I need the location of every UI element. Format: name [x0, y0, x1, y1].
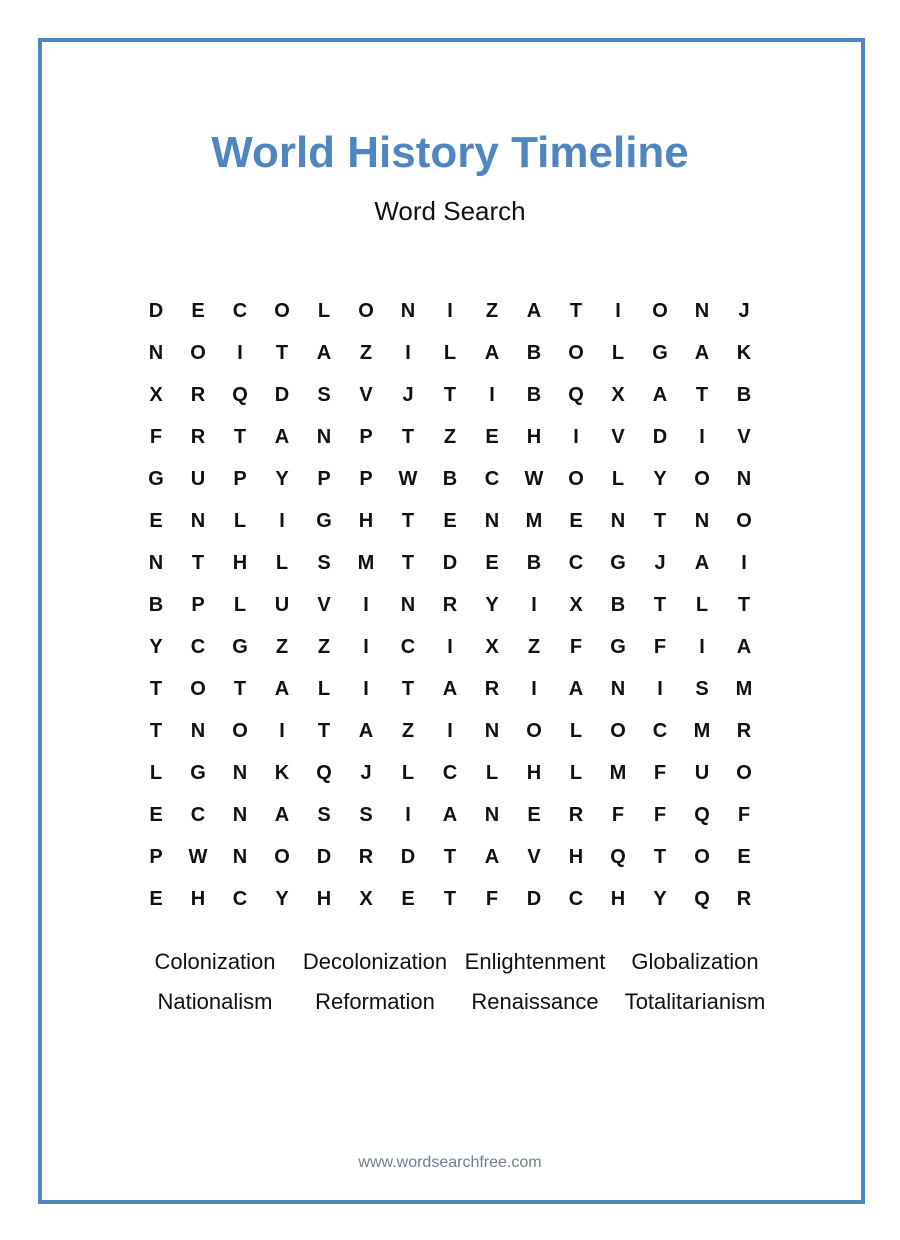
word-list-item: Nationalism [157, 989, 273, 1014]
grid-cell: Z [359, 341, 373, 364]
grid-cell: S [317, 803, 331, 826]
grid-cell: Z [401, 719, 415, 742]
grid-cell: N [232, 803, 248, 826]
grid-cell: N [694, 299, 710, 322]
grid-cell: N [694, 509, 710, 532]
grid-cell: A [316, 341, 332, 364]
grid-cell: A [274, 803, 290, 826]
grid-cell: R [190, 383, 206, 406]
grid-cell: T [443, 845, 457, 868]
grid-cell: F [569, 635, 583, 658]
grid-cell: G [652, 341, 668, 364]
grid-cell: A [442, 677, 458, 700]
grid-cell: T [149, 677, 163, 700]
grid-cell: O [190, 341, 206, 364]
grid-cell: L [443, 341, 457, 364]
grid-cell: T [233, 677, 247, 700]
grid-cell: N [148, 341, 164, 364]
grid-cell: Q [316, 761, 332, 784]
grid-cell: X [569, 593, 583, 616]
grid-cell: X [485, 635, 499, 658]
grid-cell: C [400, 635, 416, 658]
grid-cell: U [190, 467, 206, 490]
grid-cell: T [275, 341, 289, 364]
grid-cell: L [401, 761, 415, 784]
grid-cell: W [398, 467, 418, 490]
grid-cell: A [694, 341, 710, 364]
grid-cell: I [363, 635, 369, 658]
grid-cell: X [149, 383, 163, 406]
grid-cell: A [652, 383, 668, 406]
grid-cell: Z [317, 635, 331, 658]
grid-cell: N [316, 425, 332, 448]
grid-cell: M [525, 509, 543, 532]
grid-cell: N [232, 845, 248, 868]
grid-cell: H [358, 509, 374, 532]
grid-cell: Y [653, 467, 667, 490]
grid-cell: A [274, 425, 290, 448]
grid-cell: H [526, 425, 542, 448]
grid-cell: A [358, 719, 374, 742]
grid-cell: Z [275, 635, 289, 658]
grid-cell: S [359, 803, 373, 826]
grid-cell: X [611, 383, 625, 406]
grid-cell: Y [149, 635, 163, 658]
grid-cell: A [694, 551, 710, 574]
grid-cell: O [568, 467, 584, 490]
grid-cell: I [363, 593, 369, 616]
grid-cell: N [610, 509, 626, 532]
grid-cell: O [610, 719, 626, 742]
grid-cell: O [736, 509, 752, 532]
grid-cell: C [652, 719, 668, 742]
grid-cell: I [573, 425, 579, 448]
grid-cell: A [736, 635, 752, 658]
grid-cell: S [317, 551, 331, 574]
grid-cell: H [316, 887, 332, 910]
grid-cell: L [149, 761, 163, 784]
grid-cell: M [609, 761, 627, 784]
grid-cell: I [489, 383, 495, 406]
grid-cell: I [615, 299, 621, 322]
grid-cell: I [447, 299, 453, 322]
grid-cell: J [738, 299, 750, 322]
grid-cell: C [232, 887, 248, 910]
grid-cell: Y [275, 467, 289, 490]
grid-cell: D [442, 551, 458, 574]
grid-cell: E [485, 425, 499, 448]
grid-cell: P [317, 467, 331, 490]
grid-cell: I [531, 593, 537, 616]
grid-cell: D [148, 299, 164, 322]
grid-cell: U [274, 593, 290, 616]
grid-cell: B [526, 341, 542, 364]
grid-cell: D [652, 425, 668, 448]
grid-cell: R [190, 425, 206, 448]
word-list-item: Decolonization [302, 949, 448, 974]
grid-cell: N [400, 299, 416, 322]
grid-cell: T [191, 551, 205, 574]
grid-cell: F [737, 803, 751, 826]
grid-cell: V [317, 593, 331, 616]
grid-cell: H [610, 887, 626, 910]
grid-cell: A [274, 677, 290, 700]
grid-cell: N [736, 467, 752, 490]
grid-cell: L [317, 677, 331, 700]
grid-cell: O [652, 299, 668, 322]
grid-cell: A [484, 845, 500, 868]
grid-cell: I [699, 425, 705, 448]
grid-cell: T [653, 845, 667, 868]
grid-cell: T [317, 719, 331, 742]
grid-cell: L [275, 551, 289, 574]
grid-cell: T [401, 551, 415, 574]
grid-cell: M [357, 551, 375, 574]
grid-cell: Z [485, 299, 499, 322]
grid-cell: B [526, 383, 542, 406]
grid-cell: I [657, 677, 663, 700]
grid-cell: L [611, 341, 625, 364]
grid-cell: T [569, 299, 583, 322]
grid-cell: F [653, 635, 667, 658]
grid-cell: P [191, 593, 205, 616]
grid-cell: N [190, 509, 206, 532]
grid-cell: L [485, 761, 499, 784]
grid-cell: B [736, 383, 752, 406]
grid-cell: C [190, 635, 206, 658]
grid-cell: V [527, 845, 541, 868]
grid-cell: I [447, 719, 453, 742]
grid-cell: A [568, 677, 584, 700]
letter-grid [135, 290, 765, 920]
grid-cell: F [653, 803, 667, 826]
grid-cell: B [610, 593, 626, 616]
grid-cell: R [568, 803, 584, 826]
grid-cell: L [233, 509, 247, 532]
grid-cell: T [653, 509, 667, 532]
grid-cell: R [358, 845, 374, 868]
grid-cell: F [653, 761, 667, 784]
grid-cell: I [405, 803, 411, 826]
footer-url: www.wordsearchfree.com [358, 1154, 542, 1171]
word-list-item: Reformation [315, 989, 435, 1014]
grid-cell: N [484, 509, 500, 532]
grid-cell: Z [527, 635, 541, 658]
grid-cell: Z [443, 425, 457, 448]
grid-cell: L [695, 593, 709, 616]
grid-cell: E [191, 299, 205, 322]
grid-cell: C [232, 299, 248, 322]
grid-cell: J [402, 383, 414, 406]
grid-cell: P [149, 845, 163, 868]
grid-cell: Y [485, 593, 499, 616]
grid-cell: H [232, 551, 248, 574]
grid-cell: O [274, 845, 290, 868]
grid-cell: Q [610, 845, 626, 868]
grid-cell: T [737, 593, 751, 616]
grid-cell: C [484, 467, 500, 490]
grid-cell: R [736, 719, 752, 742]
grid-cell: N [610, 677, 626, 700]
grid-cell: Y [653, 887, 667, 910]
grid-cell: F [611, 803, 625, 826]
grid-cell: C [442, 761, 458, 784]
grid-cell: I [363, 677, 369, 700]
grid-cell: T [401, 509, 415, 532]
grid-cell: G [190, 761, 206, 784]
grid-cell: F [149, 425, 163, 448]
word-list-item: Globalization [631, 949, 759, 974]
grid-cell: D [526, 887, 542, 910]
grid-cell: P [359, 467, 373, 490]
grid-cell: I [279, 509, 285, 532]
word-list-item: Enlightenment [464, 949, 606, 974]
grid-cell: D [316, 845, 332, 868]
grid-cell: O [694, 467, 710, 490]
grid-cell: H [526, 761, 542, 784]
grid-cell: T [653, 593, 667, 616]
grid-cell: D [274, 383, 290, 406]
grid-cell: P [233, 467, 247, 490]
grid-cell: G [148, 467, 164, 490]
grid-cell: E [401, 887, 415, 910]
grid-cell: A [484, 341, 500, 364]
word-list-item: Totalitarianism [624, 989, 766, 1014]
grid-cell: I [447, 635, 453, 658]
grid-cell: M [693, 719, 711, 742]
grid-cell: E [485, 551, 499, 574]
grid-cell: B [148, 593, 164, 616]
grid-cell: I [279, 719, 285, 742]
grid-cell: E [569, 509, 583, 532]
grid-cell: A [442, 803, 458, 826]
grid-cell: I [741, 551, 747, 574]
grid-cell: E [443, 509, 457, 532]
grid-cell: T [149, 719, 163, 742]
grid-cell: G [610, 551, 626, 574]
grid-cell: O [274, 299, 290, 322]
grid-cell: J [654, 551, 666, 574]
grid-cell: Q [694, 803, 710, 826]
grid-cell: T [401, 425, 415, 448]
grid-cell: Q [694, 887, 710, 910]
grid-cell: Y [275, 887, 289, 910]
grid-cell: L [317, 299, 331, 322]
grid-cell: J [360, 761, 372, 784]
word-list [135, 944, 775, 1024]
grid-cell: N [190, 719, 206, 742]
grid-cell: F [485, 887, 499, 910]
grid-cell: E [149, 887, 163, 910]
grid-cell: V [611, 425, 625, 448]
grid-cell: O [694, 845, 710, 868]
grid-cell: X [359, 887, 373, 910]
grid-cell: N [400, 593, 416, 616]
grid-cell: V [359, 383, 373, 406]
grid-cell: Q [568, 383, 584, 406]
grid-cell: N [484, 803, 500, 826]
grid-cell: K [274, 761, 290, 784]
grid-cell: W [188, 845, 208, 868]
grid-cell: I [237, 341, 243, 364]
grid-cell: N [484, 719, 500, 742]
grid-cell: E [737, 845, 751, 868]
grid-cell: O [568, 341, 584, 364]
grid-cell: T [695, 383, 709, 406]
grid-cell: C [190, 803, 206, 826]
grid-cell: T [443, 887, 457, 910]
grid-cell: M [735, 677, 753, 700]
grid-cell: T [443, 383, 457, 406]
grid-cell: E [527, 803, 541, 826]
grid-cell: O [358, 299, 374, 322]
grid-cell: H [568, 845, 584, 868]
grid-cell: R [442, 593, 458, 616]
page-subtitle: Word Search [374, 196, 526, 226]
grid-cell: Q [232, 383, 248, 406]
grid-cell: D [400, 845, 416, 868]
grid-cell: I [531, 677, 537, 700]
grid-cell: S [695, 677, 709, 700]
grid-cell: I [699, 635, 705, 658]
grid-cell: O [526, 719, 542, 742]
grid-cell: T [401, 677, 415, 700]
grid-cell: I [405, 341, 411, 364]
grid-cell: H [190, 887, 206, 910]
grid-cell: E [149, 509, 163, 532]
grid-cell: N [148, 551, 164, 574]
grid-cell: L [233, 593, 247, 616]
grid-cell: K [736, 341, 752, 364]
grid-cell: T [233, 425, 247, 448]
grid-cell: C [568, 551, 584, 574]
grid-cell: N [232, 761, 248, 784]
grid-cell: G [610, 635, 626, 658]
grid-cell: O [232, 719, 248, 742]
grid-cell: U [694, 761, 710, 784]
grid-cell: G [316, 509, 332, 532]
grid-cell: B [442, 467, 458, 490]
grid-cell: S [317, 383, 331, 406]
grid-cell: O [736, 761, 752, 784]
word-list-item: Renaissance [471, 989, 599, 1014]
grid-cell: W [524, 467, 544, 490]
grid-cell: P [359, 425, 373, 448]
grid-cell: V [737, 425, 751, 448]
grid-cell: R [484, 677, 500, 700]
grid-cell: L [611, 467, 625, 490]
grid-cell: L [569, 719, 583, 742]
grid-cell: E [149, 803, 163, 826]
grid-cell: A [526, 299, 542, 322]
grid-cell: R [736, 887, 752, 910]
grid-cell: B [526, 551, 542, 574]
grid-cell: C [568, 887, 584, 910]
grid-cell: L [569, 761, 583, 784]
word-list-item: Colonization [154, 949, 276, 974]
grid-cell: G [232, 635, 248, 658]
grid-cell: O [190, 677, 206, 700]
page-title: World History Timeline [211, 128, 689, 177]
